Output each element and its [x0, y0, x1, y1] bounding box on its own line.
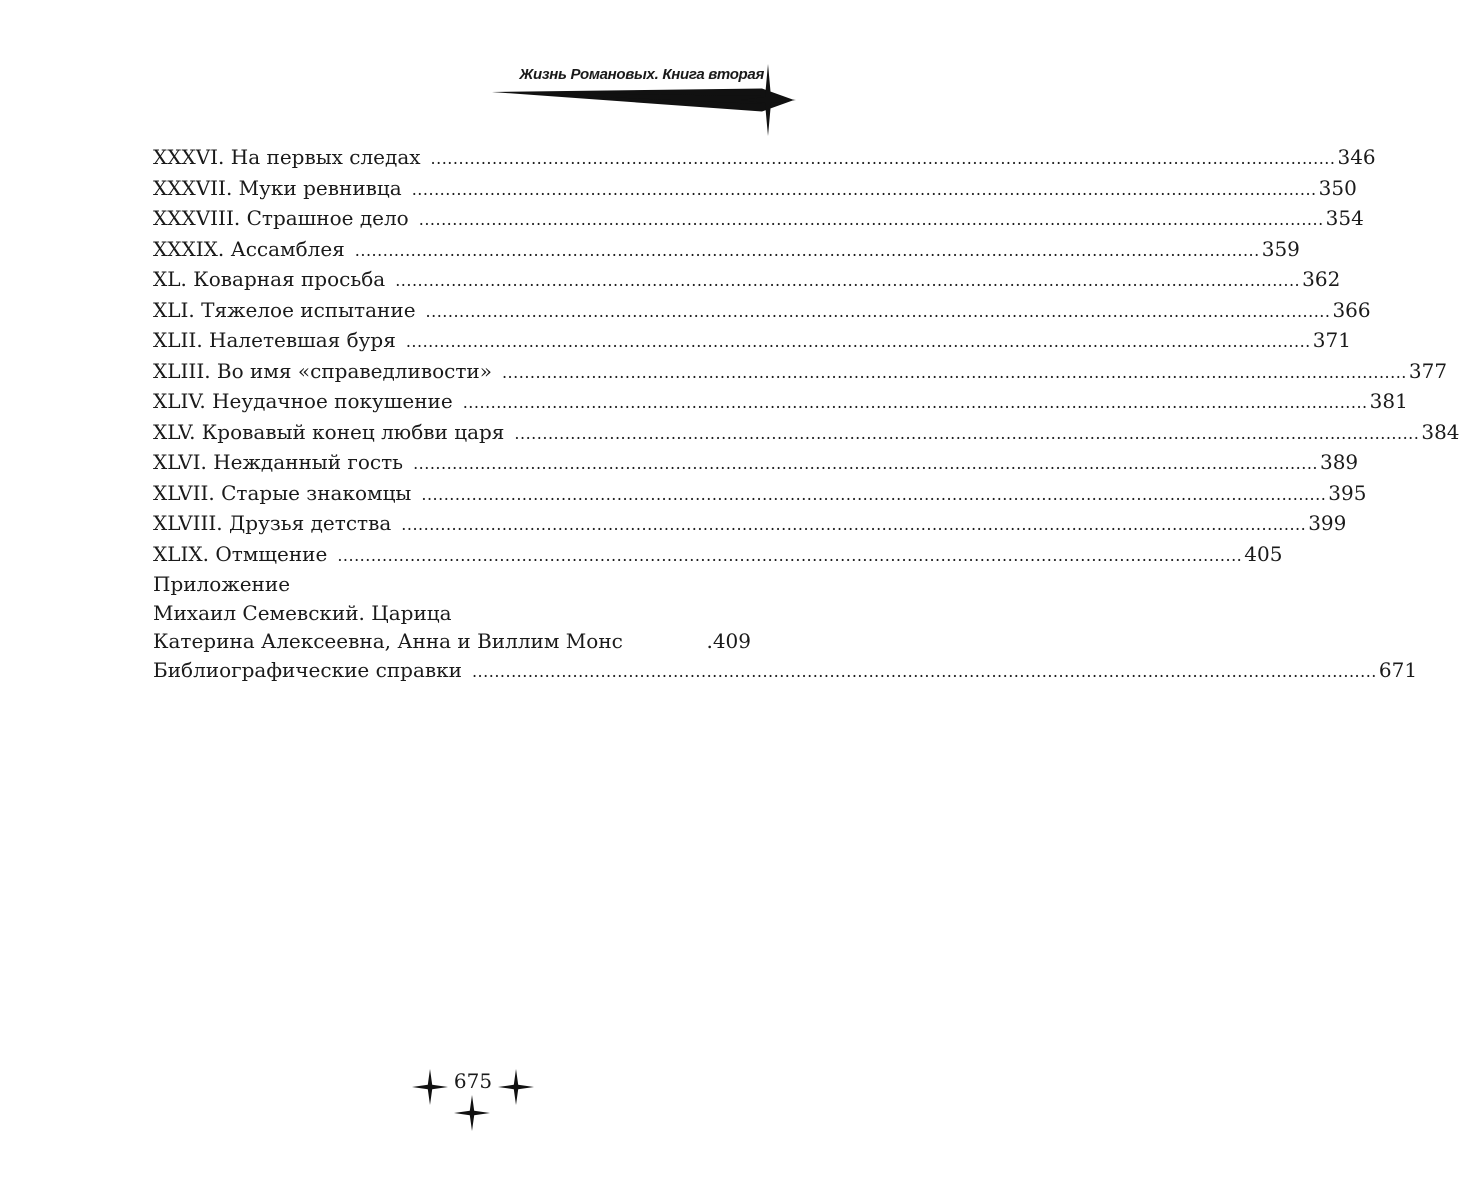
toc-entry[interactable] — [153, 656, 1418, 687]
toc-entry-page: 399 — [1308, 511, 1347, 535]
toc-entry[interactable] — [153, 448, 1359, 479]
toc-entry-title: XLIX. Отмщение — [153, 541, 328, 566]
toc-entry-page: 350 — [1318, 175, 1357, 200]
toc-entry[interactable] — [153, 204, 1364, 235]
toc-leader-dots — [502, 359, 1407, 388]
toc-entry[interactable] — [153, 479, 1367, 510]
toc-leader-dots — [463, 389, 1368, 418]
toc-entry-page: 354 — [1325, 206, 1364, 230]
running-header — [0, 0, 900, 140]
toc-entry[interactable] — [153, 265, 1341, 296]
toc-entry-title: XLIV. Неудачное покушение — [153, 389, 453, 413]
toc-entry[interactable] — [153, 387, 1408, 418]
toc-entry-page: 395 — [1328, 480, 1367, 505]
toc-entry-title: Катерина Алексеевна, Анна и Виллим Монс — [153, 629, 623, 653]
toc-entry-title: XLVIII. Друзья детства — [153, 511, 392, 535]
toc-entry-title: XLVII. Старые знакомцы — [153, 480, 412, 505]
toc-entry-page: 405 — [1244, 541, 1283, 566]
toc-entry-page: 381 — [1369, 389, 1408, 413]
toc-leader-dots — [406, 328, 1311, 357]
four-point-star-icon — [412, 1069, 448, 1105]
toc-entry-title: XLVI. Нежданный гость — [153, 450, 404, 474]
toc-entry-page: 359 — [1261, 236, 1300, 261]
page-folio — [0, 1055, 900, 1135]
toc-entry-title: XLIII. Во имя «справедливости» — [153, 358, 492, 383]
toc-entry-page: 377 — [1408, 358, 1448, 383]
toc-leader-dots — [472, 658, 1377, 687]
toc-entry-page: 384 — [1421, 419, 1460, 444]
running-header-title: Жизнь Романовых. Книга вторая — [519, 66, 764, 83]
toc-entry[interactable] — [153, 627, 751, 656]
toc-entry[interactable] — [153, 143, 1376, 174]
toc-entry-title: XXXVIII. Страшное дело — [153, 206, 409, 230]
toc-entry[interactable] — [153, 296, 1371, 327]
toc-entry[interactable] — [153, 418, 1460, 449]
toc-entry-page: .409 — [706, 629, 751, 653]
toc-entry-title: XLII. Налетевшая буря — [153, 328, 396, 352]
toc-entry[interactable] — [153, 174, 1357, 205]
page-number: 675 — [453, 1069, 493, 1093]
toc-leader-dots — [355, 237, 1260, 266]
toc-leader-dots — [514, 420, 1419, 449]
toc-leader-dots — [395, 267, 1300, 296]
toc-leader-dots — [419, 206, 1324, 235]
toc-leader-dots — [401, 511, 1306, 540]
toc-entry[interactable] — [153, 326, 1351, 357]
toc-leader-dots — [426, 298, 1331, 327]
toc-entry-title: XXXIX. Ассамблея — [153, 236, 345, 261]
toc-leader-dots — [413, 450, 1318, 479]
toc-entry[interactable] — [153, 357, 1448, 388]
toc-leader-dots — [421, 481, 1326, 510]
toc-entry[interactable] — [153, 540, 1283, 571]
four-point-star-icon — [498, 1069, 534, 1105]
toc-entry-page: 671 — [1378, 657, 1418, 682]
toc-appendix-entry-line[interactable]: Михаил Семевский. Царица — [153, 600, 452, 625]
toc-entry-title: XLV. Кровавый конец любви царя — [153, 419, 505, 444]
toc-entry-page: 346 — [1337, 145, 1376, 169]
toc-entry-title: XXXVII. Муки ревнивца — [153, 175, 402, 200]
toc-leader-dots — [337, 542, 1242, 571]
toc-leader-dots — [412, 176, 1317, 205]
toc-appendix-heading[interactable]: Приложение — [153, 572, 291, 596]
toc-entry-title: XXXVI. На первых следах — [153, 145, 421, 169]
toc-entry-page: 389 — [1319, 450, 1359, 474]
toc-entry-page: 371 — [1312, 328, 1351, 352]
toc-entry-title: XLI. Тяжелое испытание — [153, 297, 416, 322]
toc-entry-page: 366 — [1332, 297, 1371, 322]
table-of-contents — [153, 143, 1460, 686]
toc-entry-page: 362 — [1302, 267, 1341, 291]
toc-leader-dots — [431, 145, 1336, 174]
toc-entry[interactable] — [153, 235, 1300, 266]
toc-entry-title: XL. Коварная просьба — [153, 267, 386, 291]
toc-entry-title: Библиографические справки — [153, 657, 462, 682]
toc-entry[interactable] — [153, 509, 1347, 540]
four-point-star-icon — [454, 1095, 490, 1131]
